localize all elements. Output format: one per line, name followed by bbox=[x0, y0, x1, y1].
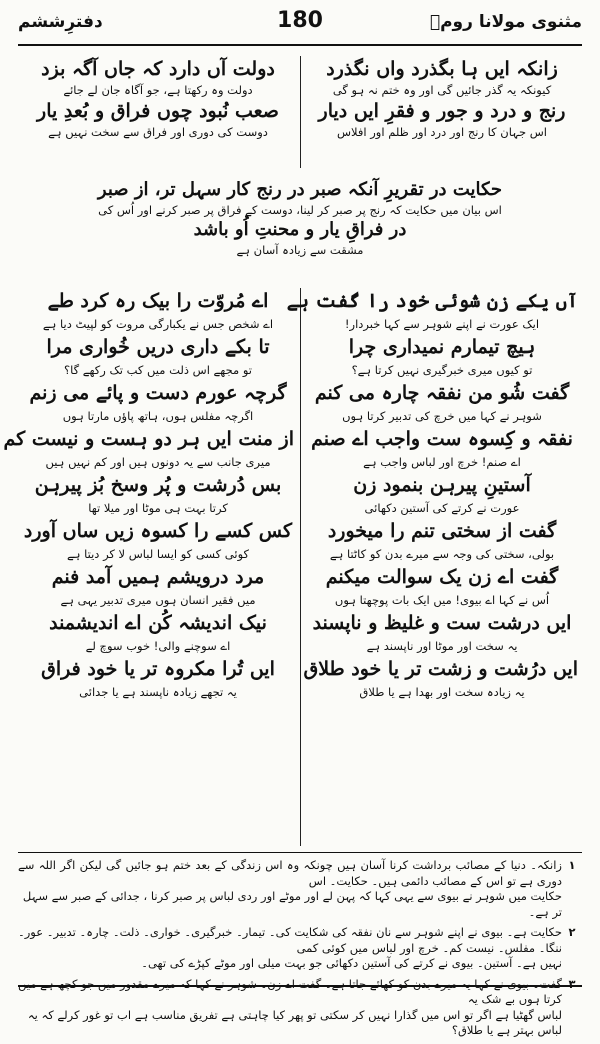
verse-hemistich: گفت اے زن یک سوالت میکنم bbox=[325, 566, 559, 588]
gloss-row bbox=[22, 683, 578, 702]
verse-row bbox=[22, 288, 578, 315]
gloss-row bbox=[22, 361, 578, 380]
gloss-row bbox=[22, 407, 578, 426]
footnote-text: گفت۔ بیوی نے کہا یہ میرے بدن کو کھائے جاتا ہے۔ گفت اے زن۔ شوہر نے کہا کہ میرے مقدور میں جو کچھ ہے میں کرتا ہوں بے شک یہ bbox=[18, 976, 562, 1006]
verse-row bbox=[22, 564, 578, 591]
verse-hemistich: نیک اندیشہ کُن اے اندیشمند bbox=[49, 612, 267, 634]
translation-line: بولی، سختی کی وجہ سے میرے بدن کو کاٹتا ہے bbox=[329, 547, 555, 561]
verse-hemistich: اے مُروّت را بیک رہ کرد طے bbox=[47, 290, 269, 312]
verse-hemistich: گرچہ عورم دست و پائے می زنم bbox=[29, 382, 287, 404]
page-number: 180 bbox=[277, 8, 323, 33]
translation-line: اے سوچنے والی! خوب سوچ لے bbox=[85, 639, 231, 653]
translation-line: شوہر نے کہا میں خرچ کی تدبیر کرتا ہوں bbox=[342, 409, 542, 423]
verse-hemistich: نفقہ و کِسوہ ست واجب اے صنم bbox=[311, 428, 573, 450]
footer-rule bbox=[18, 985, 582, 987]
gloss-row bbox=[22, 124, 578, 140]
translation-line: تو مجھے اس ذلت میں کب تک رکھے گا؟ bbox=[64, 363, 252, 377]
translation-line: یہ تجھے زیادہ ناپسند ہے یا جدائی bbox=[79, 685, 237, 699]
heading-verse: حکایت در تقریرِ آنکہ صبر در رنج کار سہل تر، از صبر bbox=[97, 179, 503, 200]
footnote-number: ۱ bbox=[568, 858, 576, 872]
footnote-continuation: لباس گھٹیا ہے اگر تو اس میں گذارا نہیں کر سکتی تو پھر کیا چاہتی ہے تفریق مناسب ہے اب تو غور کرلے کہ یہ لباس بہتر ہے یا طلاق؟ bbox=[27, 1007, 562, 1037]
verse-row bbox=[22, 334, 578, 361]
gloss-row bbox=[22, 82, 578, 98]
translation-line: اے صنم! خرچ اور لباس واجب ہے bbox=[363, 455, 521, 469]
footnote bbox=[18, 925, 582, 972]
translation-line: عورت نے کرتے کی آستین دکھائی bbox=[364, 501, 520, 515]
translation-line: کیونکہ یہ گذر جائیں گی اور وہ ختم نہ ہو گی bbox=[332, 83, 552, 97]
gloss-row bbox=[22, 637, 578, 656]
story-heading bbox=[22, 178, 578, 258]
footnote-number: ۲ bbox=[568, 925, 576, 939]
verse-hemistich: رنج و درد و جور و فقرِ ایں دیار bbox=[318, 100, 566, 122]
footnote-text: زانکہ۔ دنیا کے مصائب برداشت کرنا آسان ہیں چونکہ وہ اس زندگی کے بعد ختم ہو جائیں گی لیکن اگر اللہ سے دوری ہے تو اس کے مصائب دائمی ہیں۔ حکایت۔ اس bbox=[18, 858, 562, 888]
translation-line: کوئی کسی کو ایسا لباس لا کر دیتا ہے bbox=[66, 547, 249, 561]
verse-hemistich: تا بکے داری دریں خُواری مرا bbox=[46, 336, 270, 358]
volume-title: دفترِششم bbox=[18, 12, 103, 32]
gloss-row bbox=[22, 545, 578, 564]
translation-line: یہ زیادہ سخت اور بھدا ہے یا طلاق bbox=[359, 685, 525, 699]
verse-hemistich: مرد درویشم ہمیں آمد فنم bbox=[51, 566, 265, 588]
verse-hemistich: گفت از سختی تنم را میخورد bbox=[327, 520, 557, 542]
gloss-row bbox=[22, 499, 578, 518]
verse-hemistich: ایں درُشت و زشت تر یا خود طلاق bbox=[303, 658, 578, 680]
heading-verse-continued: در فراقِ یار و محنتِ اُو باشد bbox=[193, 219, 407, 240]
page-header bbox=[18, 6, 582, 44]
translation-line: میں فقیر انسان ہوں میری تدبیر یہی ہے bbox=[60, 593, 256, 607]
footnote-line bbox=[18, 977, 582, 1008]
verse-hemistich: صعب نُبود چوں فراق و بُعدِ یار bbox=[37, 100, 279, 122]
verse-hemistich: ہیچ تیمارم نمیداری چرا bbox=[348, 336, 536, 358]
verse-hemistich: زانکہ ایں ہا بگذرد واں نگذرد bbox=[326, 58, 558, 80]
verse-row bbox=[22, 380, 578, 407]
verse-hemistich: آں یکے زن شوئی خود را گفت ہے bbox=[286, 290, 578, 312]
translation-line: تو کیوں میری خبرگیری نہیں کرتا ہے؟ bbox=[351, 363, 533, 377]
translation-line: دولت وہ رکھتا ہے، جو آگاہ جان لے جائے bbox=[63, 83, 253, 97]
translation-line: یہ سخت اور موٹا اور ناپسند ہے bbox=[366, 639, 518, 653]
footnote-rule bbox=[18, 852, 582, 853]
verse-row bbox=[22, 656, 578, 683]
verse-hemistich: ایں درشت ست و غلیظ و ناپسند bbox=[312, 612, 572, 634]
verse-row bbox=[22, 56, 578, 82]
footnote-continuation: نہیں ہے۔ آستین۔ بیوی نے کرتے کی آستین دکھائی جو بہت میلی اور موٹے کپڑے کی تھی۔ bbox=[141, 956, 562, 970]
footnote-continuation: حکایت میں شوہر نے بیوی سے یہی کہا کہ پہن لے اور موٹے اور ردی لباس پر صبر کرنا ، جدائی کے صبر سے سہل تر ہے۔ bbox=[22, 889, 562, 919]
verse-hemistich: بس دُرشت و پُر وسخ بُز پیرہن bbox=[34, 474, 282, 496]
gloss-row bbox=[22, 453, 578, 472]
story-verses bbox=[3, 288, 578, 702]
footnotes bbox=[18, 858, 582, 1044]
translation-line: دوست کی دوری اور فراق سے سخت نہیں ہے bbox=[48, 125, 268, 139]
footnote-text: حکایت ہے۔ بیوی نے اپنے شوہر سے نان نفقہ کی شکایت کی۔ تیمار۔ خبرگیری۔ خواری۔ ذلت۔ چارہ۔ تدبیر۔ عور۔ ننگا۔ مفلس۔ نیست کم۔ خرچ اور لباس میں کوئی کمی bbox=[18, 925, 562, 955]
translation-line: اس جہان کا رنج اور درد اور ظلم اور افلاس bbox=[337, 125, 547, 139]
verse-hemistich: کس کسے را کسوہ زیں ساں آورد bbox=[23, 520, 293, 542]
gloss-row bbox=[22, 591, 578, 610]
translation-line: اگرچہ مفلس ہوں، ہاتھ پاؤں مارتا ہوں bbox=[62, 409, 254, 423]
verse-row bbox=[22, 472, 578, 499]
heading-translation: اس بیان میں حکایت کہ رنج پر صبر کر لینا، دوست کے فراق پر صبر کرنے اور اُس کی bbox=[98, 203, 502, 217]
translation-line: میری جانب سے یہ دونوں ہیں اور کم نہیں ہیں bbox=[45, 455, 271, 469]
gloss-row bbox=[22, 315, 578, 334]
section-opening-verses bbox=[22, 56, 578, 140]
verse-row bbox=[3, 426, 578, 453]
footnote-line bbox=[18, 925, 582, 956]
footnote bbox=[18, 858, 582, 920]
verse-row bbox=[22, 518, 578, 545]
verse-hemistich: دولت آں دارد کہ جاں آگہ بزد bbox=[41, 58, 275, 80]
footnote-line bbox=[18, 858, 582, 889]
verse-hemistich: گفت شُو من نفقہ چارہ می کنم bbox=[314, 382, 570, 404]
verse-hemistich: ایں تُرا مکروہ تر یا خود فراق bbox=[41, 658, 275, 680]
book-title: مثنوی مولانا رومؒ bbox=[429, 12, 582, 32]
translation-line: ایک عورت نے اپنے شوہر سے کہا خبردار! bbox=[344, 317, 540, 331]
header-rule bbox=[18, 44, 582, 46]
verse-row bbox=[22, 98, 578, 124]
verse-row bbox=[22, 610, 578, 637]
translation-line: اے شخص جس نے یکبارگی مروت کو لپیٹ دیا ہے bbox=[42, 317, 274, 331]
translation-line: اُس نے کہا اے بیوی! میں ایک بات پوچھتا ہوں bbox=[334, 593, 550, 607]
verse-hemistich: از منت ایں ہر دو ہست و نیست کم bbox=[3, 428, 294, 450]
verse-hemistich: آستینِ پیرہن بنمود زن bbox=[353, 474, 531, 496]
heading-translation-continued: مشقت سے زیادہ آسان ہے bbox=[236, 243, 364, 257]
translation-line: کرتا بہت ہی موٹا اور میلا تھا bbox=[88, 501, 228, 515]
footnote-number: ۳ bbox=[568, 976, 576, 991]
